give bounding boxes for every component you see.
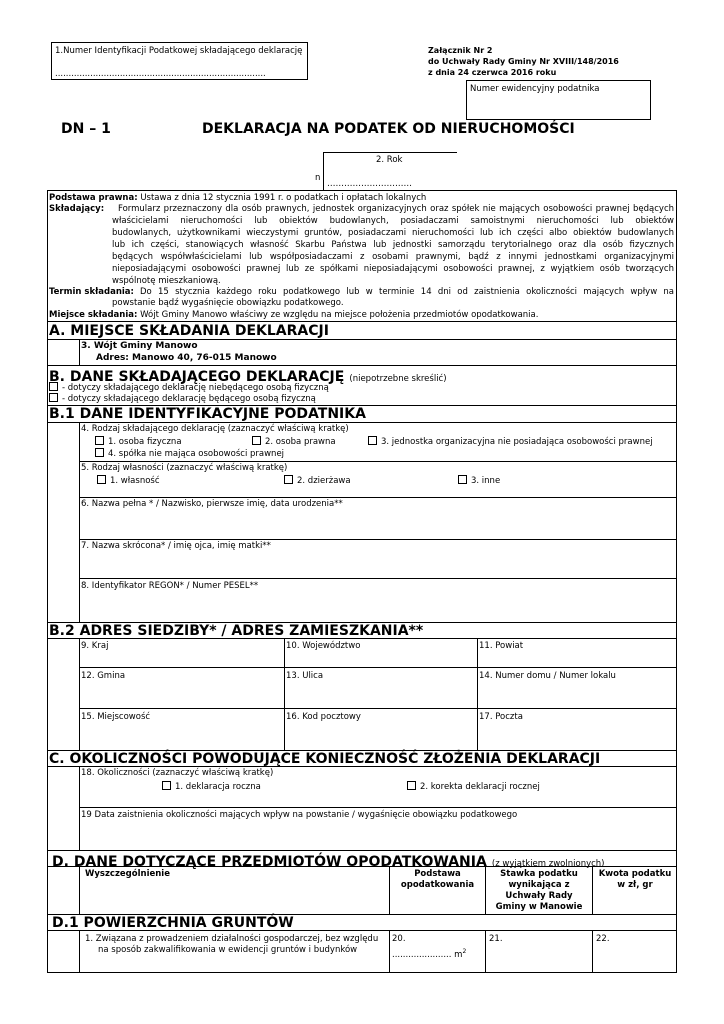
evid-label: Numer ewidencyjny podatnika — [470, 84, 600, 94]
field-commune[interactable]: 12. Gmina — [81, 671, 126, 681]
d-col-header-2 — [390, 869, 485, 891]
f8-field[interactable]: 8. Identyfikator REGON* / Numer PESEL** — [81, 581, 259, 591]
submitter-line-2: budowlanych, użytkownikami wieczystymi gruntów, posiadaczami nieruchomości lub ich części albo obiektów budowlanych — [112, 228, 674, 238]
indent-line-b1 — [79, 422, 80, 622]
field-20-dots: ...................... m — [392, 949, 463, 960]
d1-col-line-1 — [389, 930, 390, 973]
f7-field[interactable]: 7. Nazwa skrócona* / imię ojca, imię matki** — [81, 541, 271, 551]
indent-line-c — [79, 766, 80, 850]
form-code: DN – 1 — [61, 121, 111, 137]
d1-col-line-3 — [592, 930, 593, 973]
deadline-label: Termin składania: — [49, 287, 134, 297]
submitter-line-4: będących współwłaścicielami lub współposiadaczami z osobami prawnymi, bądź z innymi jednostkami organizacyjnymi — [112, 252, 674, 262]
checkbox-icon[interactable] — [407, 781, 416, 790]
f5-opt3-label: 3. inne — [471, 476, 501, 486]
d-col-header-4-l1: Kwota podatku — [598, 869, 672, 879]
section-d-title — [52, 851, 605, 870]
field-20-label: 20. — [392, 934, 406, 944]
divider-a2 — [47, 339, 677, 340]
f18-opt1[interactable] — [162, 781, 261, 793]
field-street[interactable]: 13. Ulica — [286, 671, 324, 681]
d-col-header-3-l4: Gminy w Manowie — [495, 902, 583, 912]
field-county[interactable]: 11. Powiat — [479, 641, 524, 651]
d-col-header-2-l2: opodatkowania — [400, 880, 475, 890]
f5-opt2[interactable] — [284, 475, 351, 487]
year-marker: n — [315, 173, 321, 183]
divider-c2 — [47, 766, 677, 767]
b2-row-line-1 — [79, 667, 677, 668]
f4-opt4[interactable] — [95, 448, 284, 460]
annex-line3: z dnia 24 czerwca 2016 roku — [428, 68, 557, 77]
divider-d1b — [47, 930, 677, 931]
divider-f19 — [79, 807, 677, 808]
section-b-opt2[interactable] — [49, 393, 316, 405]
section-b-opt1-label: - dotyczy składającego deklarację niebędącego osobą fizyczną — [62, 383, 329, 393]
section-c-title: C. OKOLICZNOŚCI POWODUJĄCE KONIECZNOŚĆ ZŁOŻENIA DEKLARACJI — [49, 751, 601, 767]
b2-row-line-2 — [79, 708, 677, 709]
divider-f8 — [79, 578, 677, 579]
submitter-line-0: Formularz przeznaczony dla osób prawnych, jednostek organizacyjnych oraz spółek nie mających osobowości prawnej będących — [118, 204, 674, 214]
section-b1-title: B.1 DANE IDENTYFIKACYJNE PODATNIKA — [49, 406, 366, 422]
f4-opt2[interactable] — [252, 436, 336, 448]
d-col-header-4 — [593, 869, 677, 891]
divider-a — [47, 321, 677, 322]
indent-line-b2 — [79, 638, 80, 750]
annex-line1: Załącznik Nr 2 — [428, 46, 493, 55]
checkbox-icon[interactable] — [49, 382, 58, 391]
deadline-line2: powstanie bądź wygaśnięcie obowiązku podatkowego. — [112, 298, 344, 308]
indent-line-a — [79, 339, 80, 365]
f4-opt3[interactable] — [368, 436, 653, 448]
checkbox-icon[interactable] — [95, 448, 104, 457]
f4-opt1[interactable] — [95, 436, 182, 448]
f4-label: 4. Rodzaj składającego deklarację (zaznaczyć właściwą kratkę) — [81, 424, 349, 434]
field-postal-code[interactable]: 16. Kod pocztowy — [286, 712, 361, 722]
f5-opt2-label: 2. dzierżawa — [297, 476, 351, 486]
year-left-line — [323, 152, 324, 190]
section-d-title-text: D. DANE DOTYCZĄCE PRZEDMIOTÓW OPODATKOWANIA — [52, 854, 487, 870]
section-b2-title: B.2 ADRES SIEDZIBY* / ADRES ZAMIESZKANIA** — [49, 623, 424, 639]
place-label: Miejsce składania: — [49, 310, 138, 320]
divider-f7 — [79, 539, 677, 540]
field-20-unit-sup: 2 — [462, 948, 467, 955]
section-b-opt2-label: - dotyczy składającego deklarację będącego osobą fizyczną — [62, 394, 316, 404]
d-col-header-3-l2: wynikająca z — [508, 880, 570, 890]
divider-f6 — [79, 497, 677, 498]
field-voivodeship[interactable]: 10. Województwo — [286, 641, 361, 651]
f4-opt2-label: 2. osoba prawna — [265, 437, 336, 447]
checkbox-icon[interactable] — [252, 436, 261, 445]
section-a-line2: Adres: Manowo 40, 76-015 Manowo — [96, 353, 277, 363]
divider-d2 — [47, 866, 677, 867]
b2-col-line-1 — [284, 638, 285, 750]
submitter-line-6: wspólnotę mieszkaniową. — [112, 276, 221, 286]
section-b-title-text: B. DANE SKŁADAJĄCEGO DEKLARACJĘ — [49, 369, 345, 385]
f18-opt1-label: 1. deklaracja roczna — [175, 782, 261, 792]
f5-opt1[interactable] — [97, 475, 160, 487]
section-d-note: (z wyjątkiem zwolnionych) — [491, 859, 605, 869]
f5-label: 5. Rodzaj własności (zaznaczyć właściwą kratkę) — [81, 463, 288, 473]
d-col-line-0 — [79, 866, 80, 914]
d-col-header-3-l3: Uchwały Rady — [505, 891, 573, 901]
submitter-line-1: właścicielami nieruchomości lub obiektów budowlanych, posiadaczami samoistnymi nieruchomości lub obiektów — [112, 216, 674, 226]
nip-dots: .............................................................................. — [55, 69, 266, 79]
submitter-line-3: lub ich części, stanowiących własność Skarbu Państwa lub jednostki samorządu terytorialnego oraz dla osób fizycznych — [112, 240, 674, 250]
checkbox-icon[interactable] — [97, 475, 106, 484]
checkbox-icon[interactable] — [284, 475, 293, 484]
d-col-header-1: Wyszczególnienie — [85, 869, 170, 879]
section-a-line1: 3. Wójt Gminy Manowo — [81, 341, 198, 351]
checkbox-icon[interactable] — [162, 781, 171, 790]
d1-col-line-2 — [485, 930, 486, 973]
f6-field[interactable]: 6. Nazwa pełna * / Nazwisko, pierwsze imię, data urodzenia** — [81, 499, 343, 509]
divider-f5 — [79, 461, 677, 462]
legal-text: Ustawa z dnia 12 stycznia 1991 r. o podatkach i opłatach lokalnych — [140, 193, 427, 203]
f18-opt2[interactable] — [407, 781, 540, 793]
legal-basis — [49, 193, 674, 204]
submitter-label: Składający: — [49, 204, 105, 214]
year-top-line — [323, 152, 457, 153]
field-post-office[interactable]: 17. Poczta — [479, 712, 523, 722]
d1-row1-line2: na sposób zakwalifikowania w ewidencji gruntów i budynków — [98, 945, 358, 955]
b2-col-line-2 — [477, 638, 478, 750]
field-22[interactable]: 22. — [596, 934, 610, 944]
d-col-header-2-l1: Podstawa — [414, 869, 461, 879]
divider-b1b — [47, 422, 677, 423]
d1-col-line-0 — [79, 930, 80, 973]
checkbox-icon[interactable] — [458, 475, 467, 484]
f4-opt1-label: 1. osoba fizyczna — [108, 437, 182, 447]
f4-opt3-label: 3. jednostka organizacyjna nie posiadająca osobowości prawnej — [381, 437, 653, 447]
checkbox-icon[interactable] — [95, 436, 104, 445]
field-country[interactable]: 9. Kraj — [81, 641, 109, 651]
year-label: 2. Rok — [376, 155, 403, 165]
field-house-number[interactable]: 14. Numer domu / Numer lokalu — [479, 671, 616, 681]
f18-opt2-label: 2. korekta deklaracji rocznej — [420, 782, 540, 792]
deadline-line1: Do 15 stycznia każdego roku podatkowego lub w terminie 14 dni od zaistnienia okoliczności mających wpływ na — [140, 287, 674, 297]
f5-opt1-label: 1. własność — [110, 476, 160, 486]
place-row — [49, 310, 674, 321]
f19-field[interactable]: 19 Data zaistnienia okoliczności mających wpływ na powstanie / wygaśnięcie obowiązku podatkowego — [81, 810, 518, 820]
field-21[interactable]: 21. — [489, 934, 503, 944]
checkbox-icon[interactable] — [368, 436, 377, 445]
annex-line2: do Uchwały Rady Gminy Nr XVIII/148/2016 — [428, 57, 619, 66]
checkbox-icon[interactable] — [49, 393, 58, 402]
f5-opt3[interactable] — [458, 475, 500, 487]
d1-row1-line1: 1. Związana z prowadzeniem działalności gospodarczej, bez względu — [85, 934, 379, 944]
page-title: DEKLARACJA NA PODATEK OD NIERUCHOMOŚCI — [202, 121, 575, 137]
f18-label: 18. Okoliczności (zaznaczyć właściwą kratkę) — [81, 768, 274, 778]
year-dots[interactable]: ………………………… — [327, 179, 412, 189]
field-city[interactable]: 15. Miejscowość — [81, 712, 151, 722]
section-a-title: A. MIEJSCE SKŁADANIA DEKLARACJI — [49, 323, 329, 339]
d-col-header-4-l2: w zł, gr — [617, 880, 653, 890]
field-20-value[interactable] — [392, 946, 466, 961]
d-col-header-3-l1: Stawka podatku — [500, 869, 578, 879]
nip-label: 1.Numer Identyfikacji Podatkowej składającego deklarację — [55, 46, 303, 56]
submitter-line-5: nieposiadającymi osobowości prawnej lub ze spółkami nieposiadającymi osobowości prawnej, z wyjątkiem osób tworzących — [112, 264, 674, 274]
legal-label: Podstawa prawna: — [49, 193, 138, 203]
divider-b2b — [47, 638, 677, 639]
section-d1-title: D.1 POWIERZCHNIA GRUNTÓW — [52, 915, 294, 931]
d-col-header-3 — [486, 869, 592, 913]
f4-opt4-label: 4. spółka nie mająca osobowości prawnej — [108, 449, 285, 459]
place-text: Wójt Gminy Manowo właściwy ze względu na miejsce położenia przedmiotów opodatkowania. — [140, 310, 539, 320]
section-b-note: (niepotrzebne skreślić) — [349, 374, 447, 384]
